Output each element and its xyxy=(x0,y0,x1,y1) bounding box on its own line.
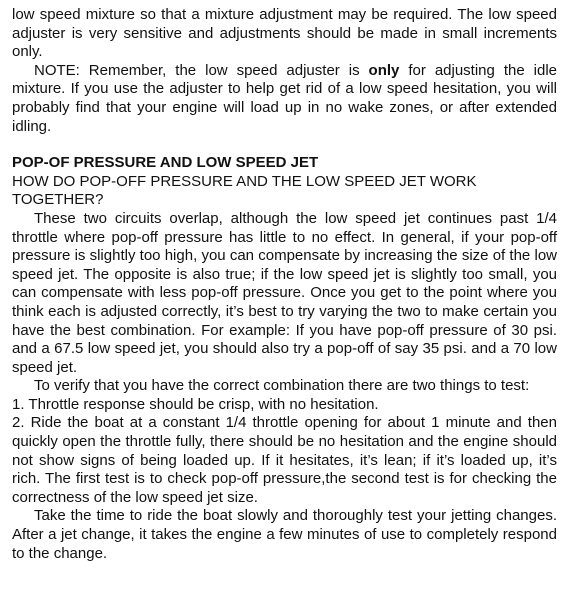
section-heading: POP-OF PRESSURE AND LOW SPEED JET xyxy=(12,154,319,172)
list-item-throttle-response: 1. Throttle response should be crisp, with no hesitation. xyxy=(12,395,379,413)
paragraph-circuits-overlap: These two circuits overlap, although the low speed jet continues past 1/4 throttle where pop-off pressure has little to no effect. In general, if your pop-off pressure is slightly too high, you can compensate by increasing the size of the low speed jet. The opposite is also true; if the low speed jet is slightly too small, you can compensate with less pop-off pressure. Once you get to the point where you think each is adjusted correctly, it’s best to try varying the two to make certain you have the best combination. For example: If you have pop-off pressure of 30 psi. and a 67.5 low speed jet, you should also try a pop-off of say 35 psi. and a 70 low speed jet. xyxy=(12,209,557,376)
note-rest-text: for adjusting the idle mixture. If you use the adjuster to help get rid of a low speed hesitation, you will probably find that your engine will load up in no wake zones, or after extended idling. xyxy=(12,61,557,135)
paragraph-verify-combination: To verify that you have the correct combination there are two things to test: xyxy=(34,377,530,395)
list-item-ride-test: 2. Ride the boat at a constant 1/4 throttle opening for about 1 minute and then quickly open the throttle fully, there should be no hesitation and the engine should not show signs of being loaded up. If it hesitates, it’s lean; if it’s loaded up, it’s rich. The first test is to check pop-off pressure,the second test is for checking the correctness of the low speed jet size. xyxy=(12,414,557,506)
paragraph-low-speed-mixture: low speed mixture so that a mixture adjustment may be required. The low speed adjuster is very sensitive and adjustments should be made in small increments only. xyxy=(12,6,557,61)
paragraph-take-time: Take the time to ride the boat slowly and thoroughly test your jetting changes. After a jet change, it takes the engine a few minutes of use to completely respond to the change. xyxy=(12,507,557,562)
note-paragraph xyxy=(12,62,557,136)
section-spacer xyxy=(12,136,557,154)
section-question: HOW DO POP-OFF PRESSURE AND THE LOW SPEED JET WORK TOGETHER? xyxy=(12,172,477,209)
note-emphasis: only xyxy=(368,61,400,79)
note-lead-text: NOTE: Remember, the low speed adjuster is xyxy=(34,61,369,79)
